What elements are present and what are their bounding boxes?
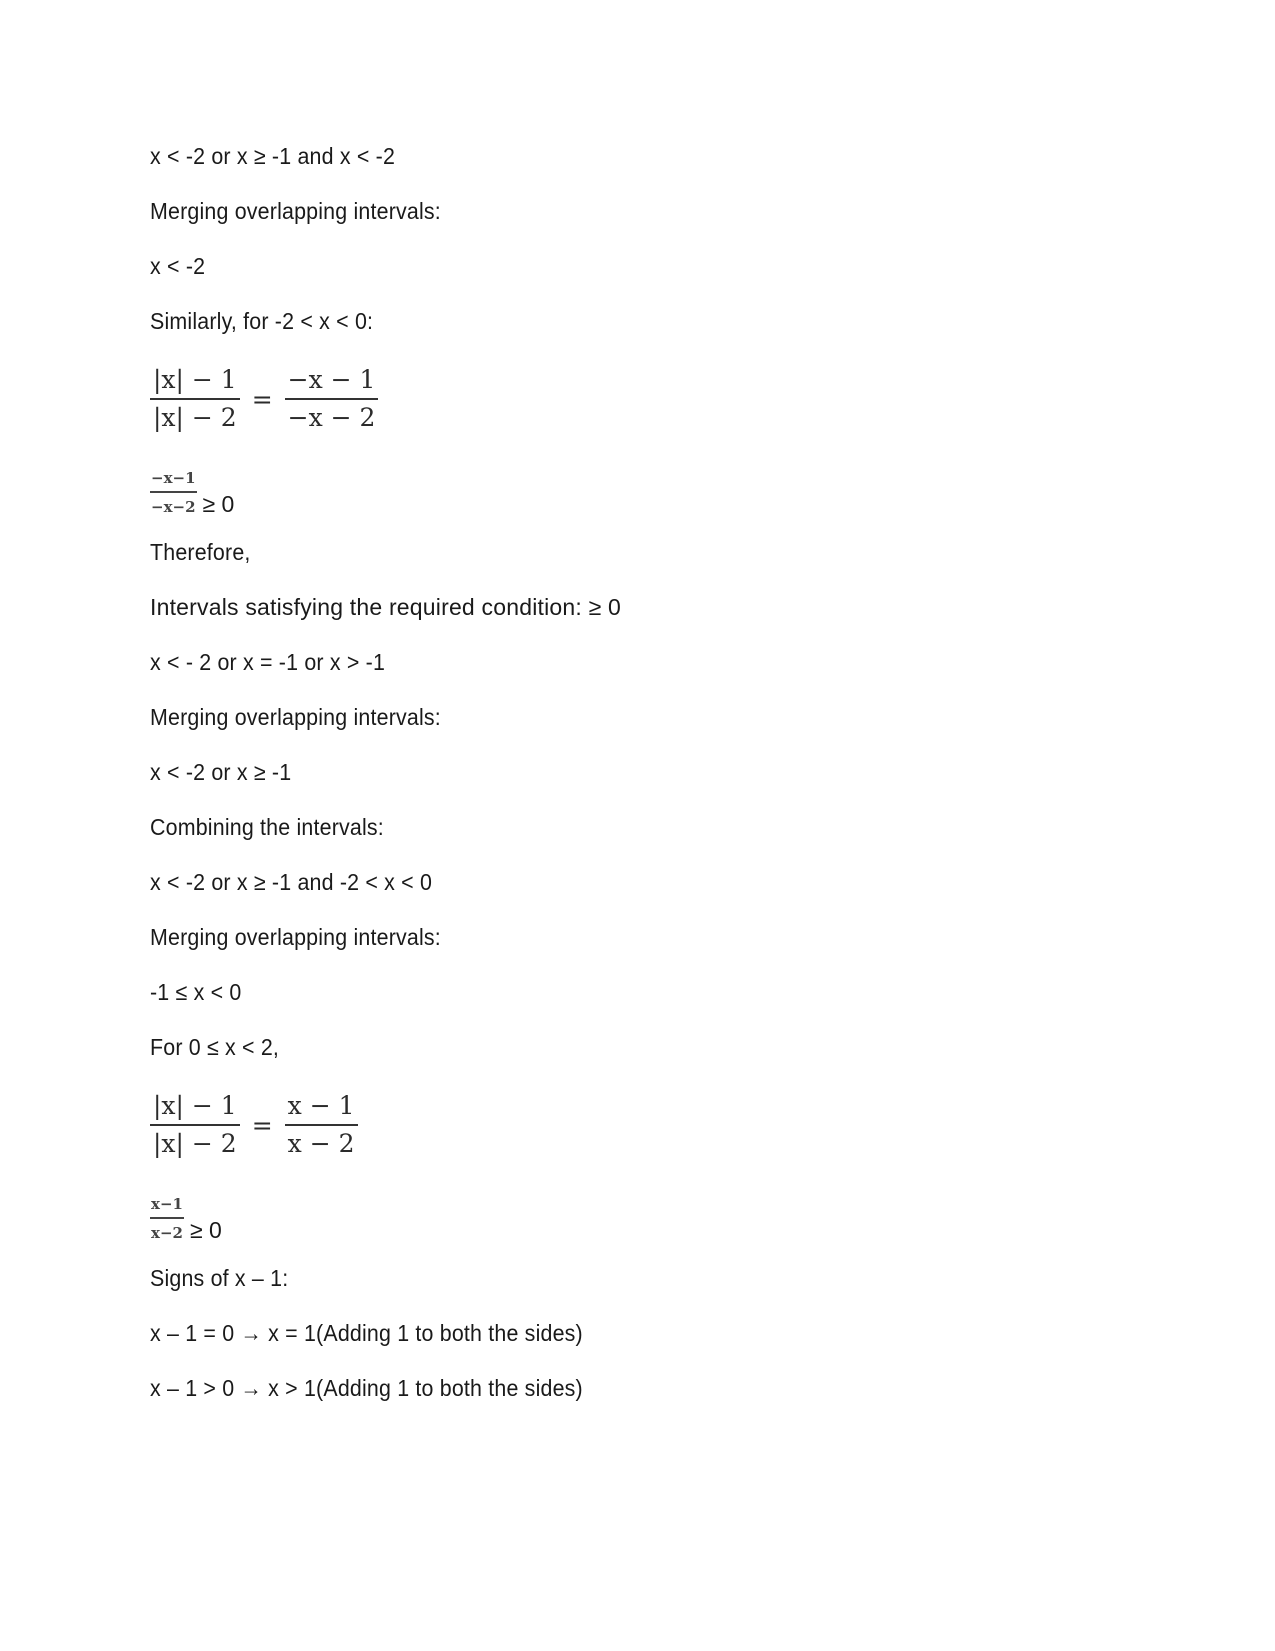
- fraction-denominator: x−2: [151, 1223, 183, 1242]
- fraction-lhs: [150, 362, 240, 436]
- case-heading: Similarly, for -2 < x < 0:: [150, 308, 374, 334]
- fraction-bar: [150, 491, 197, 493]
- fraction-denominator: −x−2: [151, 497, 196, 516]
- fraction-denominator: x − 2: [287, 1129, 355, 1158]
- interval-statement: x < -2 or x ≥ -1 and -2 < x < 0: [150, 869, 433, 895]
- fraction-rhs: [285, 1088, 358, 1162]
- fraction-numerator: x − 1: [287, 1091, 355, 1120]
- inequality-case-positive: [150, 1196, 222, 1242]
- interval-statement: x < -2 or x ≥ -1 and x < -2: [150, 143, 396, 169]
- fraction-denominator: |x| − 2: [153, 1129, 237, 1158]
- combining-heading: Combining the intervals:: [150, 814, 384, 840]
- equation-case-negative: [150, 362, 378, 436]
- fraction-denominator: −x − 2: [287, 403, 376, 432]
- inequality-case-negative: [150, 470, 234, 516]
- interval-statement: x < - 2 or x = -1 or x > -1: [150, 649, 386, 675]
- fraction-rhs: [285, 362, 379, 436]
- intervals-condition: Intervals satisfying the required condition: ≥ 0: [150, 594, 621, 620]
- small-fraction: [150, 470, 197, 516]
- equation-case-positive: [150, 1088, 358, 1162]
- signs-heading: Signs of x – 1:: [150, 1265, 289, 1291]
- fraction-lhs: [150, 1088, 240, 1162]
- inequality-tail: ≥ 0: [189, 1216, 222, 1243]
- equals-sign: =: [251, 1110, 273, 1140]
- interval-result: -1 ≤ x < 0: [150, 979, 242, 1005]
- fraction-numerator: −x − 1: [287, 365, 376, 394]
- therefore-label: Therefore,: [150, 539, 251, 565]
- fraction-numerator: −x−1: [151, 469, 196, 487]
- merging-heading: Merging overlapping intervals:: [150, 924, 441, 950]
- merging-heading: Merging overlapping intervals:: [150, 704, 441, 730]
- solution-step: x – 1 = 0 → x = 1(Adding 1 to both the sides): [150, 1320, 583, 1346]
- fraction-numerator: |x| − 1: [153, 365, 237, 394]
- inequality-tail: ≥ 0: [202, 490, 235, 517]
- fraction-numerator: x−1: [151, 1195, 183, 1213]
- small-fraction: [150, 1196, 184, 1242]
- fraction-bar: [150, 1217, 184, 1219]
- solution-step: x – 1 > 0 → x > 1(Adding 1 to both the sides): [150, 1375, 583, 1401]
- case-heading: For 0 ≤ x < 2,: [150, 1034, 280, 1060]
- equals-sign: =: [251, 384, 273, 414]
- interval-result: x < -2: [150, 253, 206, 279]
- fraction-denominator: |x| − 2: [153, 403, 237, 432]
- merging-heading: Merging overlapping intervals:: [150, 198, 441, 224]
- interval-result: x < -2 or x ≥ -1: [150, 759, 292, 785]
- fraction-numerator: |x| − 1: [153, 1091, 237, 1120]
